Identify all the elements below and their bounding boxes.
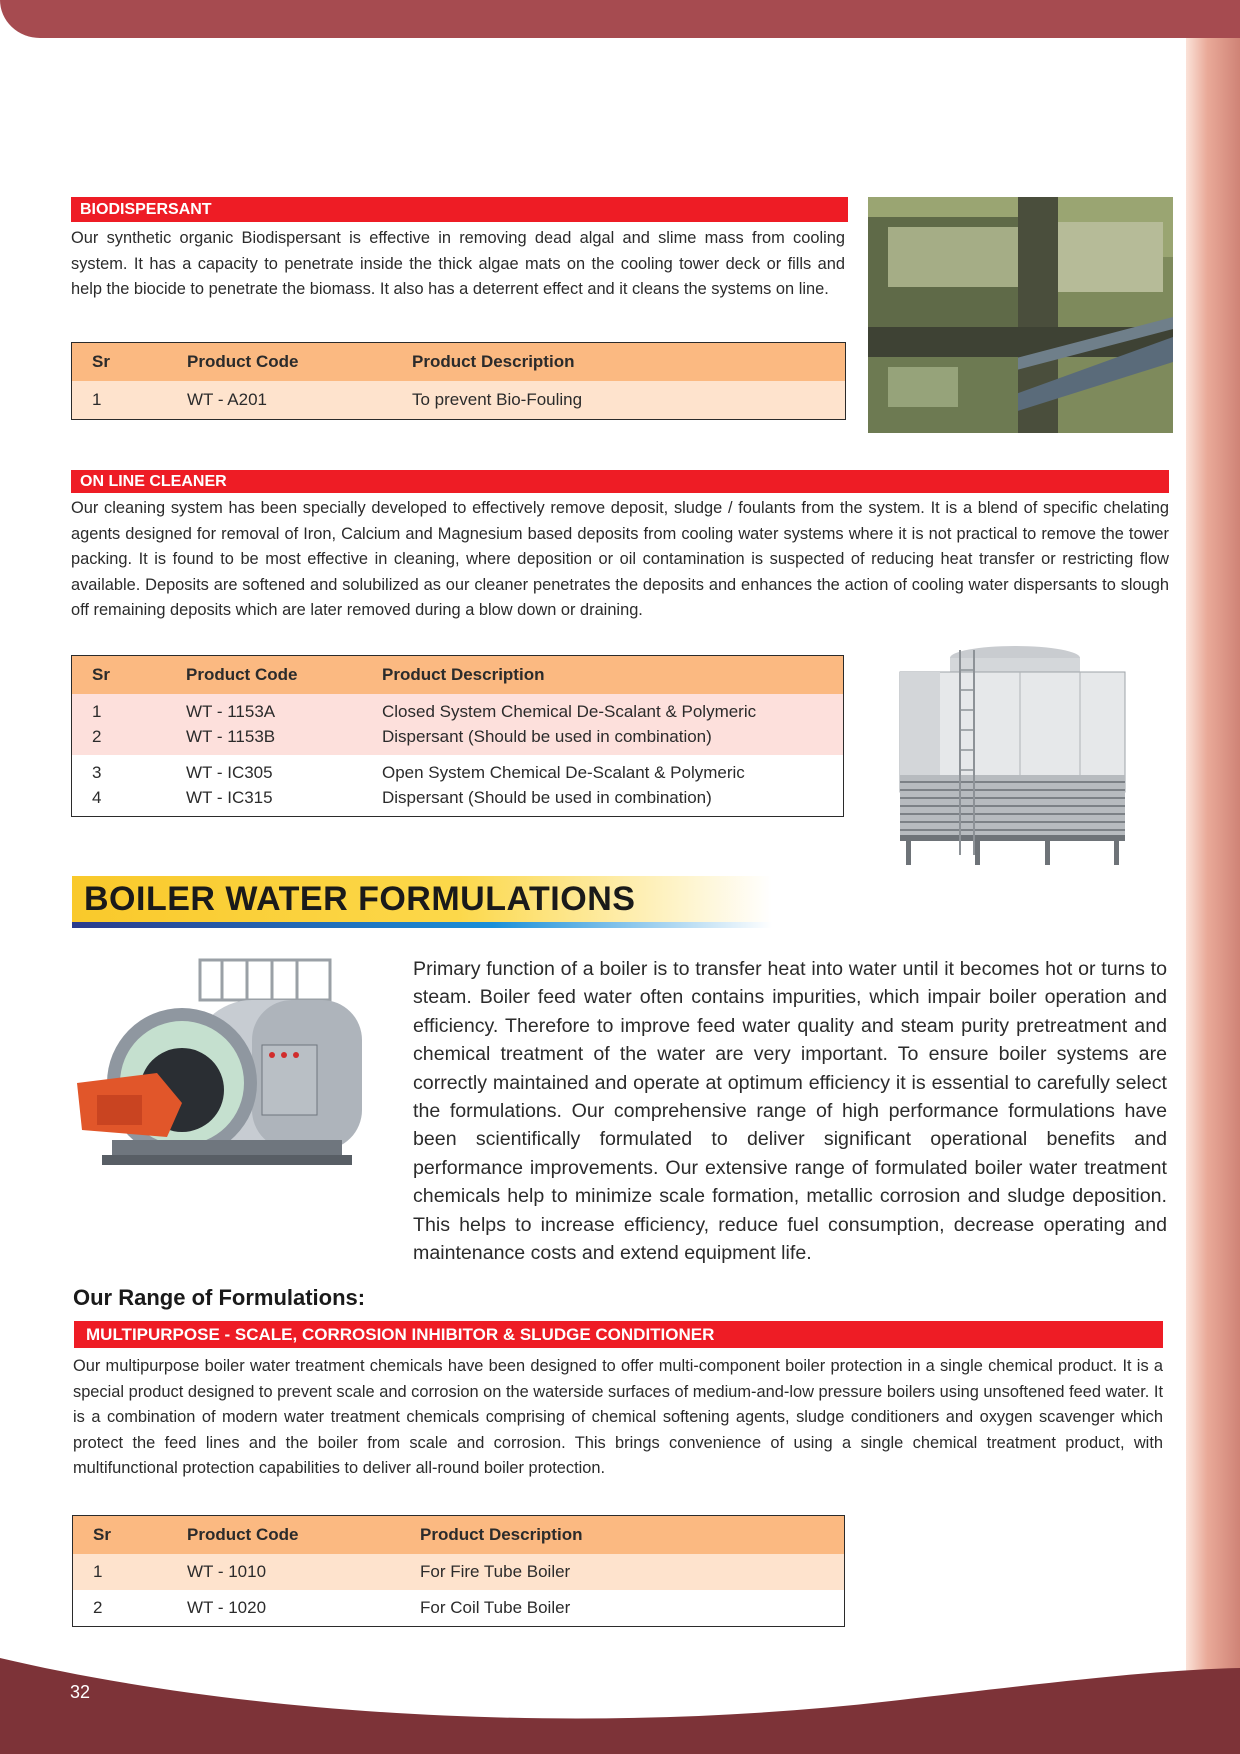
col-header-sr: Sr [72, 343, 188, 382]
footer-wave [0, 1650, 1240, 1754]
cell-sr: 2 [92, 727, 102, 746]
col-header-code: Product Code [186, 656, 382, 695]
table-row [72, 381, 846, 420]
heading-underline [72, 922, 772, 928]
cell-code: WT - 1010 [187, 1554, 420, 1590]
col-header-code: Product Code [187, 343, 412, 382]
multipurpose-text: Our multipurpose boiler water treatment chemicals have been designed to offer multi-component boiler protection in a single chemical product. It is a special product designed to prevent scale and corrosion on the waterside surfaces of medium-and-low pressure boilers using unsoftened feed water. It is a combination of modern water treatment chemicals comprising of chemical softening agents, sludge conditioners and oxygen scavenger which protect the feed lines and the boiler from scale and corrosion. This brings convenience of using a single chemical treatment product, with multifunctional protection capabilities to deliver all-round boiler protection. [73, 1357, 1163, 1477]
cooling-tower-algae-photo [868, 197, 1173, 433]
cell-code: WT - 1153A [186, 702, 276, 721]
boiler-section-heading [72, 876, 772, 928]
cell-code-group [186, 694, 382, 755]
top-band [0, 0, 1240, 38]
biodispersant-text: Our synthetic organic Biodispersant is effective in removing dead algal and slime mass from cooling system. It has a capacity to penetrate inside the thick algae mats on the cooling tower deck or fills and help the biocide to penetrate the biomass. It also has a deterrent effect and it cleans the systems on line. [71, 229, 845, 298]
cell-desc-group [382, 755, 844, 817]
col-header-code: Product Code [187, 1516, 420, 1555]
multipurpose-title: MULTIPURPOSE - SCALE, CORROSION INHIBITOR & SLUDGE CONDITIONER [86, 1324, 715, 1344]
col-header-desc: Product Description [420, 1516, 845, 1555]
cell-desc-group [382, 694, 844, 755]
cell-desc: Dispersant (Should be used in combination) [382, 788, 712, 807]
cell-code: WT - 1020 [187, 1590, 420, 1627]
biodispersant-title: BIODISPERSANT [80, 200, 212, 218]
cell-code-group [186, 755, 382, 817]
cell-sr: 4 [92, 788, 102, 807]
biodispersant-table [71, 342, 846, 420]
cell-code: WT - IC305 [186, 763, 273, 782]
biodispersant-title-bar [71, 197, 848, 222]
col-header-sr: Sr [72, 656, 187, 695]
cell-desc: Dispersant (Should be used in combination) [382, 727, 712, 746]
table-row [72, 694, 844, 755]
cell-desc: For Coil Tube Boiler [420, 1590, 845, 1627]
cell-sr: 1 [73, 1554, 188, 1590]
cell-sr-group [72, 755, 187, 817]
cell-desc: To prevent Bio-Fouling [412, 381, 846, 420]
col-header-desc: Product Description [382, 656, 844, 695]
boiler-heading-text: BOILER WATER FORMULATIONS [84, 880, 636, 918]
table-row [73, 1554, 845, 1590]
cell-sr: 1 [72, 381, 188, 420]
col-header-desc: Product Description [412, 343, 846, 382]
cell-sr: 3 [92, 763, 102, 782]
multipurpose-title-bar [74, 1321, 1163, 1348]
cell-sr: 1 [92, 702, 102, 721]
boiler-intro-text: Primary function of a boiler is to transfer heat into water until it becomes hot or turns to steam. Boiler feed water often contains impurities, which impair boiler operation and efficiency. Therefore to improve feed water quality and steam purity pretreatment and chemical treatment of the water are very important. To ensure boiler systems are correctly maintained and operate at optimum efficiency it is essential to carefully select the formulations. Our comprehensive range of high performance formulations have been scientifically formulated to deliver significant operational benefits and performance improvements. Our extensive range of formulated boiler water treatment chemicals help to minimize scale formation, metallic corrosion and sludge deposition. This helps to increase efficiency, reduce fuel consumption, decrease operating and maintenance costs and extend equipment life. [413, 958, 1167, 1265]
col-header-sr: Sr [73, 1516, 188, 1555]
multipurpose-table [72, 1515, 845, 1627]
cell-code: WT - A201 [187, 381, 412, 420]
cell-sr: 2 [73, 1590, 188, 1627]
cell-code: WT - 1153B [186, 727, 276, 746]
online-cleaner-title: ON LINE CLEANER [80, 472, 227, 490]
cell-desc: Closed System Chemical De-Scalant & Polymeric [382, 702, 757, 721]
side-band [1186, 38, 1240, 1678]
range-heading: Our Range of Formulations: [73, 1285, 366, 1310]
cell-sr-group [72, 694, 187, 755]
cooling-tower-unit-image [890, 640, 1135, 868]
cell-desc: Open System Chemical De-Scalant & Polymeric [382, 763, 745, 782]
cell-desc: For Fire Tube Boiler [420, 1554, 845, 1590]
cell-code: WT - IC315 [186, 788, 273, 807]
online-cleaner-title-bar [71, 470, 1169, 493]
online-cleaner-table [71, 655, 844, 817]
table-row [73, 1590, 845, 1627]
boiler-image [72, 955, 397, 1190]
online-cleaner-text: Our cleaning system has been specially developed to effectively remove deposit, sludge / foulants from the system. It is a blend of specific chelating agents designed for removal of Iron, Calcium and Magnesium based deposits from cooling water systems where it is not practical to remove the tower packing. It is found to be most effective in cleaning, where deposition or oil contamination is suspected of reducing heat transfer or restricting flow available. Deposits are softened and solubilized as our cleaner penetrates the deposits and enhances the action of cooling water dispersants to slough off remaining deposits which are later removed during a blow down or draining. [71, 499, 1169, 619]
table-row [72, 755, 844, 817]
page-number: 32 [70, 1682, 91, 1702]
